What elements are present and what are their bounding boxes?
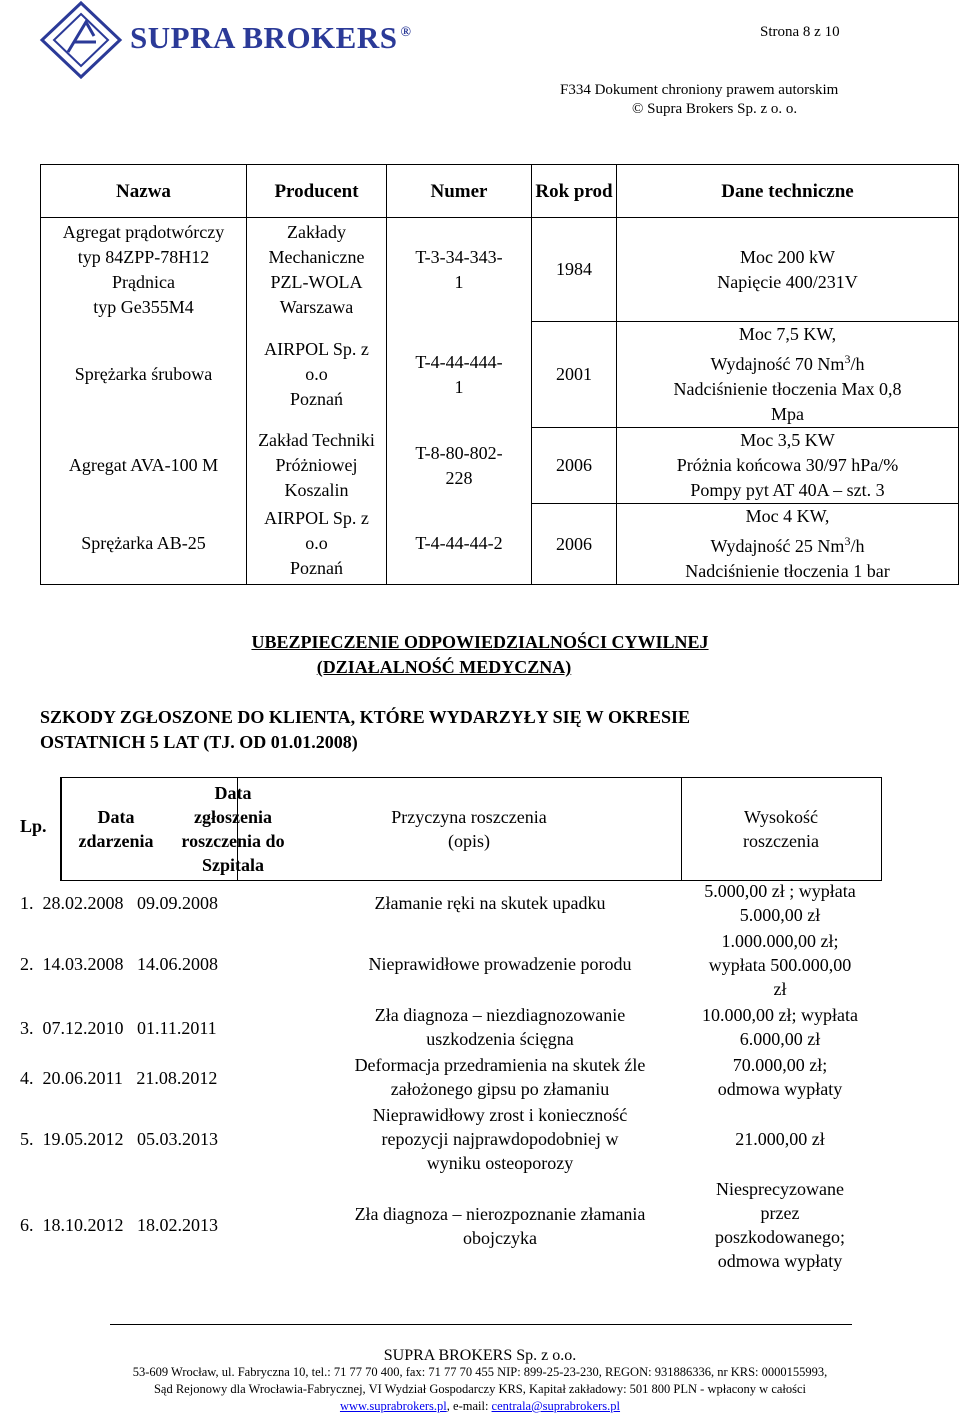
equipment-specs: Moc 200 kW Napięcie 400/231V xyxy=(617,218,959,322)
equipment-header-row xyxy=(41,165,959,218)
claim-amount: 70.000,00 zł; odmowa wypłaty xyxy=(717,1055,843,1099)
claim-amount: 1.000.000,00 zł; wypłata 500.000,00 zł xyxy=(708,931,852,999)
claim-cause: Złamanie ręki na skutek upadku xyxy=(374,893,606,913)
equipment-specs: Moc 3,5 KW Próżnia końcowa 30/97 hPa/% Pompy pyt AT 40A – szt. 3 xyxy=(617,428,959,504)
col-header-year: Rok prod xyxy=(532,165,617,218)
claim-row-3-lp-dates: 3. 07.12.2010 01.11.2011 xyxy=(20,1018,217,1038)
table-row xyxy=(41,428,959,504)
brand-name: SUPRA BROKERS ® xyxy=(130,20,412,55)
website-link[interactable]: www.suprabrokers.pl xyxy=(339,1399,447,1413)
claim-row-5-lp-dates: 5. 19.05.2012 05.03.2013 xyxy=(20,1129,218,1149)
col-header-lp: Lp. xyxy=(20,816,47,836)
section-title-sub: (DZIAŁALNOŚĆ MEDYCZNA) xyxy=(316,657,572,677)
claim-row-6-lp-dates: 6. 18.10.2012 18.02.2013 xyxy=(20,1215,218,1235)
footer-court-info: Sąd Rejonowy dla Wrocławia-Fabrycznej, VI Wydział Gospodarczy KRS, Kapitał zakładowy: 501 800 PLN - wpłacony w całości xyxy=(153,1382,807,1396)
supra-brokers-logo xyxy=(38,0,124,80)
equipment-year: 2001 xyxy=(532,322,617,428)
page-number: Strona 8 z 10 xyxy=(760,24,840,40)
equipment-producer: AIRPOL Sp. z o.o Poznań xyxy=(247,322,387,428)
col-header-producer: Producent xyxy=(247,165,387,218)
col-header-cause: Przyczyna roszczenia (opis) xyxy=(391,807,547,851)
equipment-year: 2006 xyxy=(532,428,617,504)
claim-amount: 21.000,00 zł xyxy=(735,1129,825,1149)
col-header-name: Nazwa xyxy=(41,165,247,218)
claim-cause: Nieprawidłowe prowadzenie porodu xyxy=(368,954,632,974)
table-row xyxy=(41,322,959,428)
claim-amount: 10.000,00 zł; wypłata 6.000,00 zł xyxy=(702,1005,858,1049)
footer-divider xyxy=(110,1324,852,1325)
col-header-report-date: Data zgłoszenia roszczenia do Szpitala xyxy=(181,783,285,875)
claim-row-1-lp-dates: 1. 28.02.2008 09.09.2008 xyxy=(20,893,218,913)
equipment-producer: AIRPOL Sp. z o.o Poznań xyxy=(247,504,387,585)
col-header-amount: Wysokość roszczenia xyxy=(743,807,819,851)
footer-company: SUPRA BROKERS Sp. z o.o. xyxy=(383,1347,577,1364)
copyright-owner: © Supra Brokers Sp. z o. o. xyxy=(632,101,798,117)
copyright-notice: F334 Dokument chroniony prawem autorskim xyxy=(560,82,839,98)
claims-heading-period: OSTATNICH 5 LAT (TJ. OD 01.01.2008) xyxy=(40,732,358,752)
equipment-number: T-4-44-44-2 xyxy=(387,504,532,585)
equipment-name: Agregat prądotwórczy typ 84ZPP-78H12 Prądnica typ Ge355M4 xyxy=(41,218,247,322)
claim-cause: Nieprawidłowy zrost i konieczność repozycji najprawdopodobniej w wyniku osteoporozy xyxy=(372,1105,628,1173)
section-title: UBEZPIECZENIE ODPOWIEDZIALNOŚCI CYWILNEJ xyxy=(251,632,709,652)
claim-row-4-lp-dates: 4. 20.06.2011 21.08.2012 xyxy=(20,1068,218,1088)
col-header-specs: Dane techniczne xyxy=(617,165,959,218)
equipment-producer: Zakład Techniki Próżniowej Koszalin xyxy=(247,428,387,504)
claim-cause: Deformacja przedramienia na skutek źle założonego gipsu po złamaniu xyxy=(354,1055,646,1099)
equipment-name: Agregat AVA-100 M xyxy=(41,428,247,504)
equipment-year: 2006 xyxy=(532,504,617,585)
equipment-name: Sprężarka śrubowa xyxy=(41,322,247,428)
equipment-number: T-8-80-802- 228 xyxy=(387,428,532,504)
col-header-number: Numer xyxy=(387,165,532,218)
equipment-producer: Zakłady Mechaniczne PZL-WOLA Warszawa xyxy=(247,218,387,322)
email-link[interactable]: centrala@suprabrokers.pl xyxy=(491,1399,621,1413)
equipment-specs: Moc 4 KW, Wydajność 25 Nm$^3$/h Nadciśnienie tłoczenia 1 bar xyxy=(617,504,959,585)
footer-address: 53-609 Wrocław, ul. Fabryczna 10, tel.: 71 77 70 400, fax: 71 77 70 455 NIP: 899-25-23-230, REGON: 931886336, nr KRS: 0000155993, xyxy=(132,1365,828,1379)
equipment-specs: Moc 7,5 KW, Wydajność 70 Nm$^3$/h Nadciśnienie tłoczenia Max 0,8 Mpa xyxy=(617,322,959,428)
equipment-number: T-4-44-444- 1 xyxy=(387,322,532,428)
footer-contact: www.suprabrokers.pl, e-mail: centrala@suprabrokers.pl xyxy=(339,1399,621,1413)
claim-row-2-lp-dates: 2. 14.03.2008 14.06.2008 xyxy=(20,954,218,974)
equipment-name: Sprężarka AB-25 xyxy=(41,504,247,585)
claims-heading: SZKODY ZGŁOSZONE DO KLIENTA, KTÓRE WYDARZYŁY SIĘ W OKRESIE xyxy=(40,707,690,727)
equipment-year: 1984 xyxy=(532,218,617,322)
claims-table-header xyxy=(60,777,882,881)
claim-amount: Niesprecyzowane przez poszkodowanego; odmowa wypłaty xyxy=(715,1179,845,1271)
table-row xyxy=(41,218,959,322)
claim-cause: Zła diagnoza – nierozpoznanie złamania obojczyka xyxy=(354,1204,646,1248)
table-row xyxy=(41,504,959,585)
equipment-number: T-3-34-343- 1 xyxy=(387,218,532,322)
claim-cause: Zła diagnoza – niezdiagnozowanie uszkodzenia ścięgna xyxy=(374,1005,626,1049)
col-header-event-date: Data zdarzenia xyxy=(78,807,154,851)
claim-amount: 5.000,00 zł ; wypłata 5.000,00 zł xyxy=(704,881,856,925)
equipment-table xyxy=(40,164,959,585)
